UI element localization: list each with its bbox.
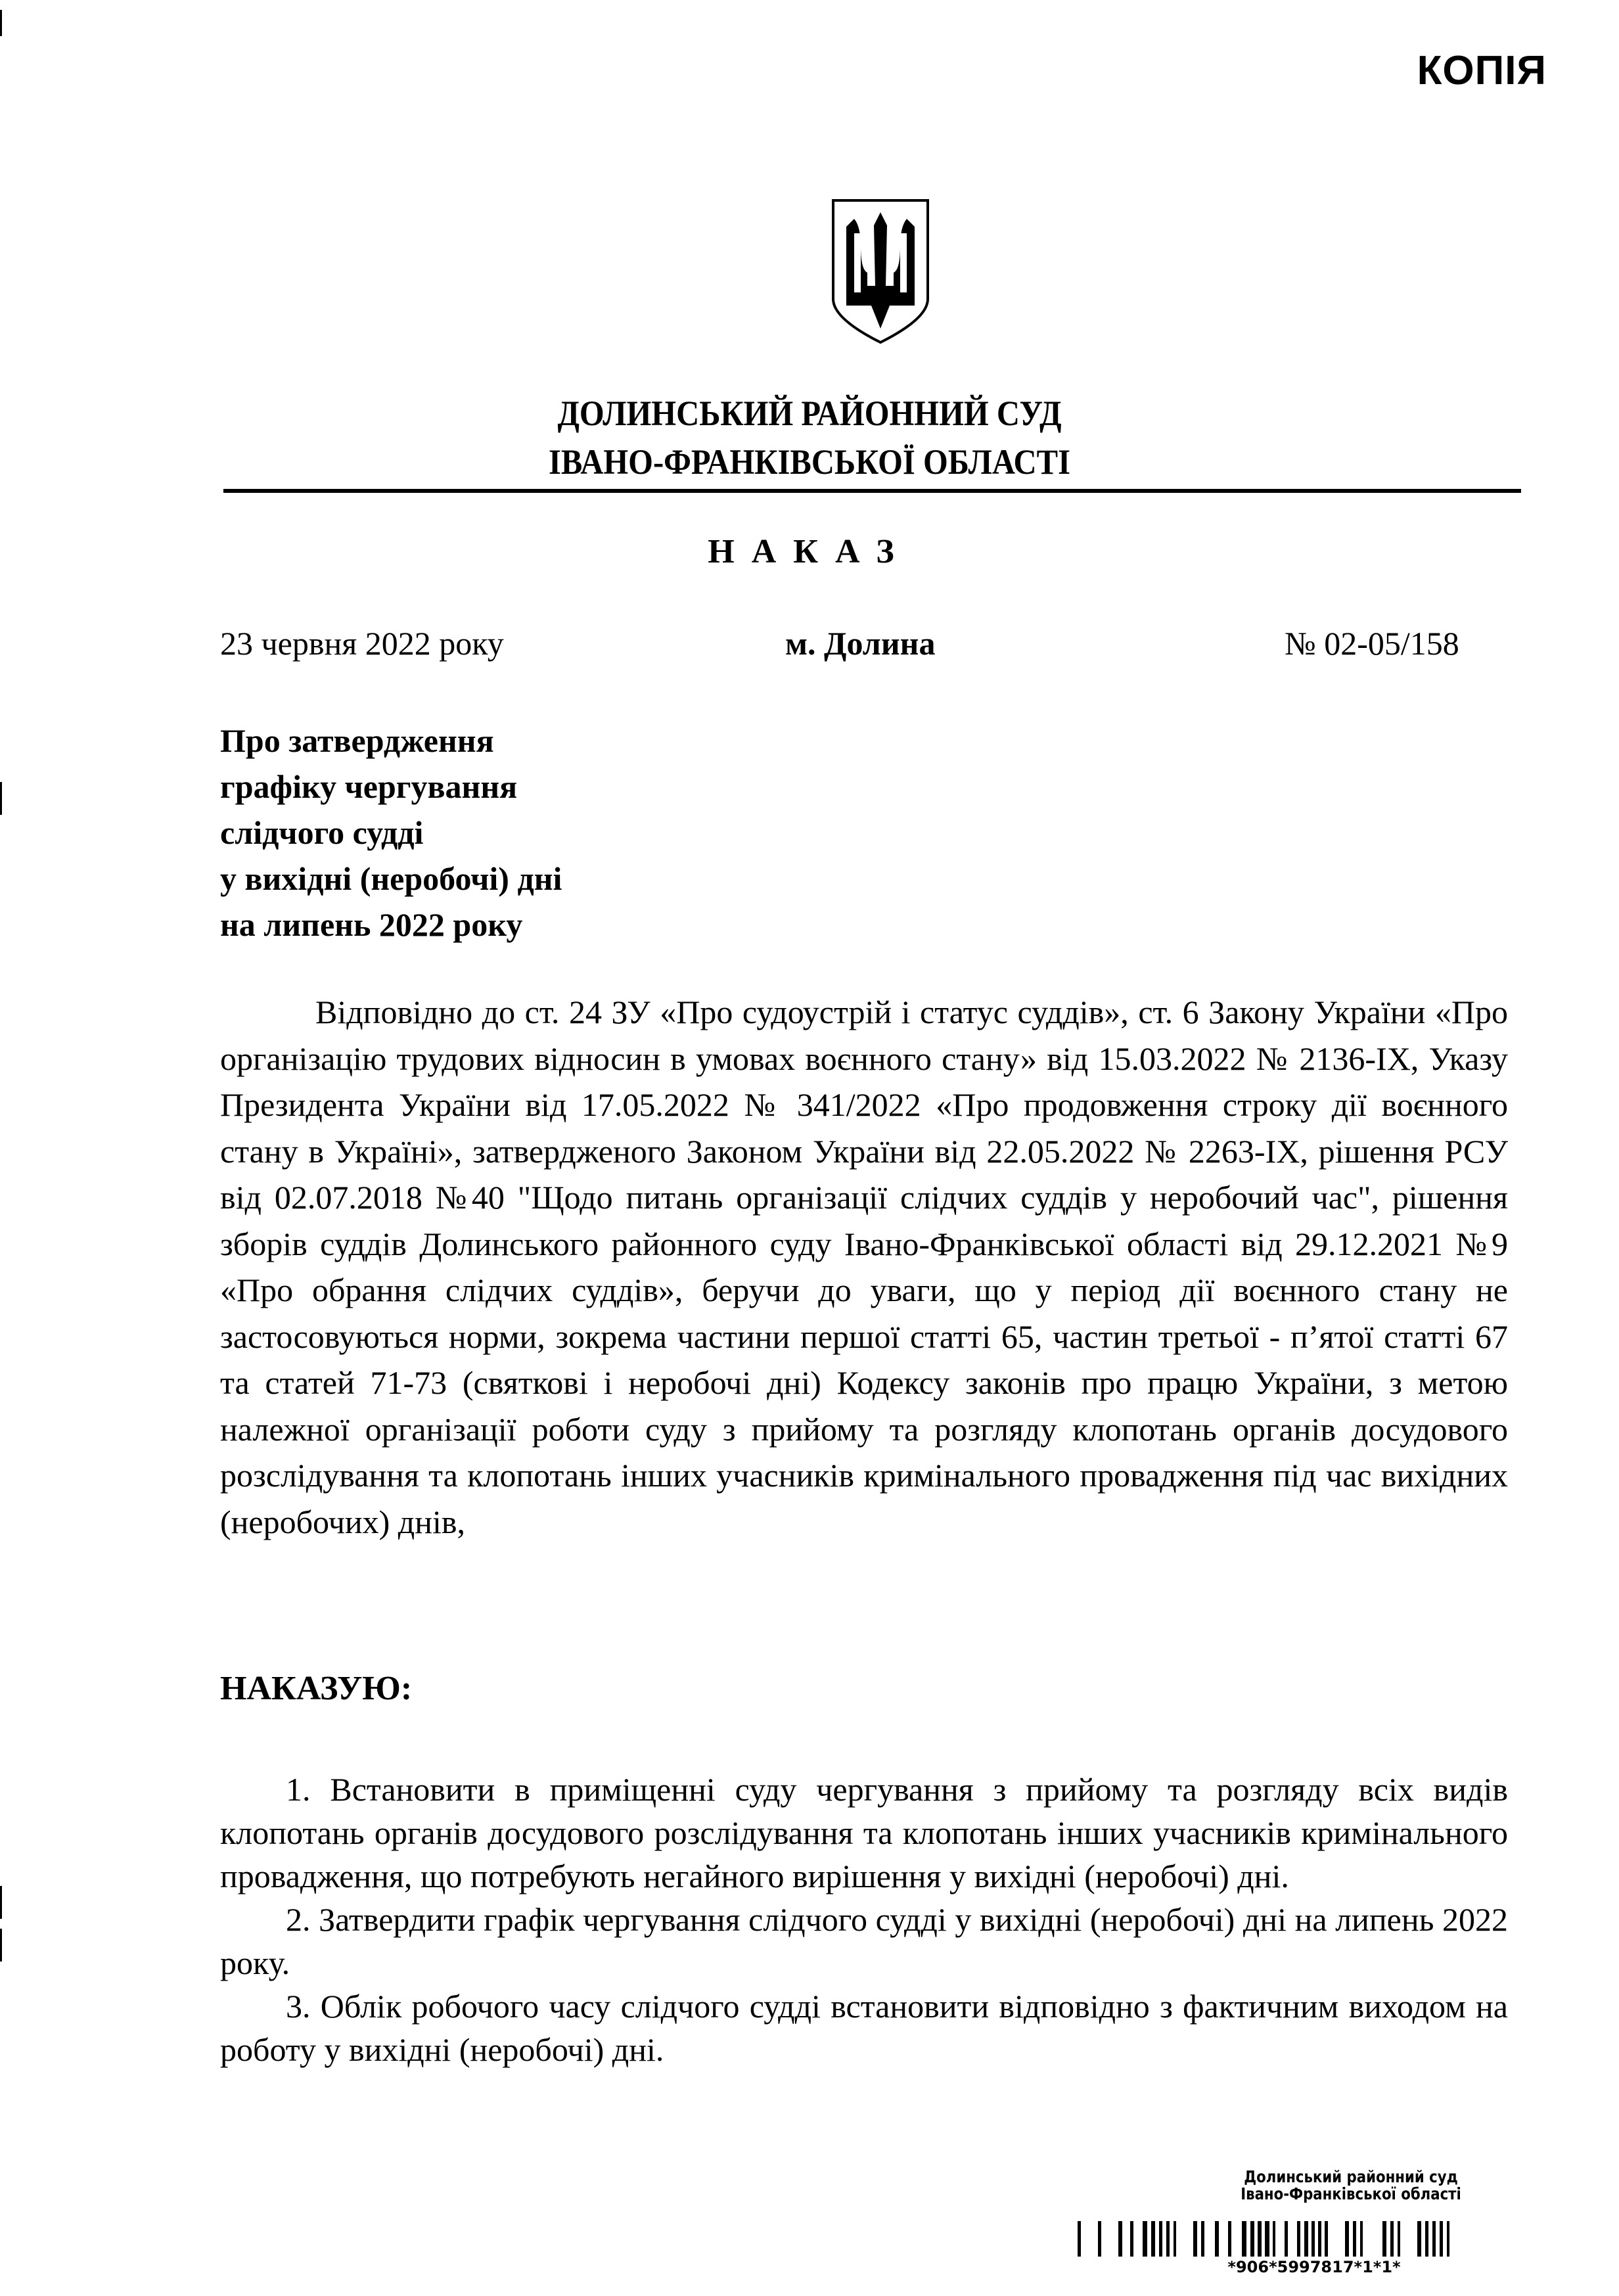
preamble-paragraph — [220, 989, 1508, 1545]
order-date: 23 червня 2022 року — [220, 625, 504, 662]
order-subject — [220, 718, 562, 948]
subject-line: слідчого судді — [220, 814, 424, 851]
order-item: 2. Затвердити графік чергування слідчого судді у вихідні (неробочі) дні на липень 2022 року. — [220, 1901, 1508, 1981]
stamp-line1: Долинський районний суд — [1244, 2167, 1458, 2186]
stamp-line2: Івано-Франківської області — [1241, 2184, 1461, 2203]
subject-line: Про затвердження — [220, 722, 494, 759]
scan-edge-mark — [0, 10, 2, 36]
subject-line: графіку чергування — [220, 768, 518, 805]
header-divider — [223, 489, 1521, 493]
scan-edge-mark — [0, 782, 2, 815]
order-place: м. Долина — [785, 625, 936, 662]
scan-edge-mark — [0, 1929, 2, 1962]
preamble-text: Відповідно до ст. 24 ЗУ «Про судоустрій і статус суддів», ст. 6 Закону України «Про організацію трудових відносин в умовах воєнного стану» від 15.03.2022 № 2136-IX, Указу Президента України від 17.05.2022 № 341/2022 «Про продовження строку дії воєнного стану в Україні», затвердженого Законом України від 22.05.2022 № 2263-IX, рішення РСУ від 02.07.2018 №40 "Щодо питань організації слідчих суддів у неробочий час", рішення зборів суддів Долинського районного суду Івано-Франківської області від 29.12.2021 №9 «Про обрання слідчих суддів», беручи до уваги, що у період дії воєнного стану не застосовуються норми, зокрема частини першої статті 65, частин третьої - п’ятої статті 67 та статей 71-73 (святкові і неробочі дні) Кодексу законів про працю України, з метою належної організації роботи суду з прийому та розгляду клопотань органів досудового розслідування та клопотань інших учасників кримінального провадження під час вихідних (неробочих) днів, — [220, 994, 1508, 1540]
barcode — [1078, 2221, 1449, 2257]
subject-line: на липень 2022 року — [220, 906, 523, 943]
trident-coat-of-arms-icon — [815, 187, 946, 345]
orders-heading: НАКАЗУЮ: — [220, 1670, 413, 1707]
order-items — [220, 1768, 1508, 2071]
subject-line: у вихідні (неробочі) дні — [220, 860, 562, 897]
order-title: НАКАЗ — [708, 533, 911, 570]
order-number: № 02-05/158 — [1285, 625, 1459, 662]
copy-stamp: КОПІЯ — [1417, 48, 1547, 93]
court-name-line1: ДОЛИНСЬКИЙ РАЙОННИЙ СУД — [557, 394, 1062, 433]
footer-court-stamp — [1195, 2169, 1507, 2203]
barcode-number: *906*5997817*1*1* — [1227, 2258, 1401, 2276]
scan-edge-mark — [0, 1886, 2, 1919]
order-item: 1. Встановити в приміщенні суду чергування з прийому та розгляду всіх видів клопотань органів досудового розслідування та клопотань інших учасників кримінального провадження, що потребують негайного вирішення у вихідні (неробочі) дні. — [220, 1771, 1508, 1894]
order-item: 3. Облік робочого часу слідчого судді встановити відповідно з фактичним виходом на роботу у вихідні (неробочі) дні. — [220, 1988, 1508, 2068]
court-name-line2: ІВАНО-ФРАНКІВСЬКОЇ ОБЛАСТІ — [548, 442, 1070, 482]
